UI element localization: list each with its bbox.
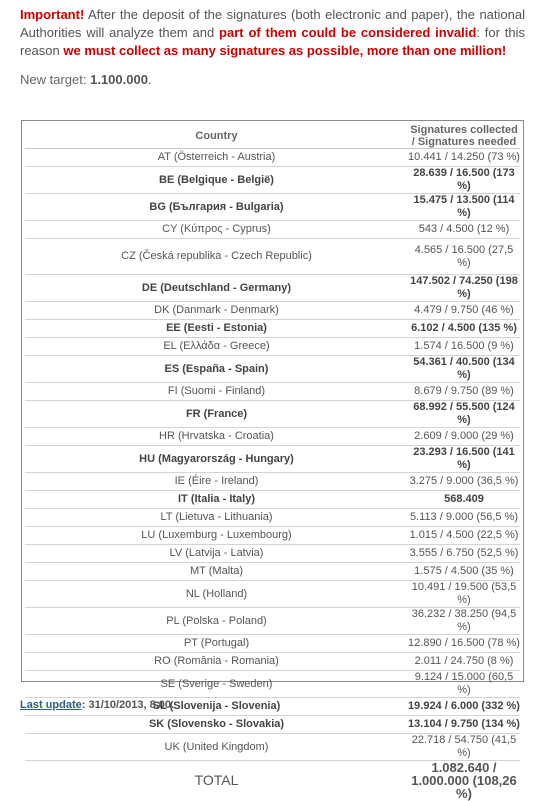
country-cell: CZ (Česká republika - Czech Republic) [25, 239, 408, 275]
country-cell: BG (България - Bulgaria) [25, 194, 408, 221]
table-row [25, 527, 520, 545]
target-label: New target: [20, 72, 91, 87]
signatures-cell: 10.491 / 19.500 (53,5 %) [408, 581, 520, 608]
table-row [25, 635, 520, 653]
target-suffix: . [147, 72, 152, 87]
country-cell: MT (Malta) [25, 563, 408, 581]
country-cell: PL (Polska - Poland) [25, 608, 408, 635]
country-cell: PT (Portugal) [25, 635, 408, 653]
signatures-cell: 147.502 / 74.250 (198 %) [408, 275, 520, 302]
table-row [25, 563, 520, 581]
signatures-cell: 4.565 / 16.500 (27,5 %) [408, 239, 520, 275]
country-cell: DK (Danmark - Denmark) [25, 302, 408, 320]
country-cell: SL (Slovenija - Slovenia) [25, 698, 408, 716]
country-cell: UK (United Kingdom) [25, 734, 408, 761]
notice-paragraph [20, 6, 525, 60]
signatures-cell: 23.293 / 16.500 (141 %) [408, 446, 520, 473]
signatures-cell: 19.924 / 6.000 (332 %) [408, 698, 520, 716]
new-target [20, 72, 152, 87]
signatures-cell: 1.575 / 4.500 (35 %) [408, 563, 520, 581]
table-row [25, 446, 520, 473]
signatures-cell: 10.441 / 14.250 (73 %) [408, 149, 520, 167]
table-row [25, 221, 520, 239]
notice-highlight-invalid: part of them could be considered invalid [219, 25, 477, 40]
total-row [25, 761, 520, 801]
country-cell: LV (Latvija - Latvia) [25, 545, 408, 563]
signatures-cell: 36.232 / 38.250 (94,5 %) [408, 608, 520, 635]
signatures-cell: 13.104 / 9.750 (134 %) [408, 716, 520, 734]
table-row [25, 671, 520, 698]
signatures-cell: 6.102 / 4.500 (135 %) [408, 320, 520, 338]
signatures-cell: 2.609 / 9.000 (29 %) [408, 428, 520, 446]
country-cell: AT (Österreich - Austria) [25, 149, 408, 167]
signatures-cell: 3.275 / 9.000 (36,5 %) [408, 473, 520, 491]
country-cell: HR (Hrvatska - Croatia) [25, 428, 408, 446]
table-row [25, 734, 520, 761]
country-cell: FI (Suomi - Finland) [25, 383, 408, 401]
total-value: 1.082.640 / 1.000.000 (108,26 %) [411, 760, 517, 801]
signatures-cell: 54.361 / 40.500 (134 %) [408, 356, 520, 383]
country-cell: BE (Belgique - België) [25, 167, 408, 194]
table-row [25, 383, 520, 401]
country-cell: DE (Deutschland - Germany) [25, 275, 408, 302]
country-cell: EE (Eesti - Estonia) [25, 320, 408, 338]
signatures-cell: 1.574 / 16.500 (9 %) [408, 338, 520, 356]
country-cell: HU (Magyarország - Hungary) [25, 446, 408, 473]
total-label: TOTAL [194, 772, 239, 788]
country-cell: LT (Lietuva - Lithuania) [25, 509, 408, 527]
table-row [25, 239, 520, 275]
table-row [25, 545, 520, 563]
table-row [25, 608, 520, 635]
signatures-cell: 568.409 [408, 491, 520, 509]
table-row [25, 338, 520, 356]
column-header-signatures: Signatures collected / Signatures needed [408, 124, 520, 149]
country-cell: LU (Luxemburg - Luxembourg) [25, 527, 408, 545]
country-cell: FR (France) [25, 401, 408, 428]
table-row [25, 320, 520, 338]
country-cell: SE (Sverige - Sweden) [25, 671, 408, 698]
country-cell: CY (Κύπρος - Cyprus) [25, 221, 408, 239]
signatures-cell: 68.992 / 55.500 (124 %) [408, 401, 520, 428]
country-cell: IT (Italia - Italy) [25, 491, 408, 509]
signatures-cell: 22.718 / 54.750 (41,5 %) [408, 734, 520, 761]
notice-text-1: After the deposit of the signatures (both electronic and paper), the national Authorities will analyze them and [20, 7, 525, 40]
table-row [25, 473, 520, 491]
signatures-cell: 9.124 / 15.000 (60,5 %) [408, 671, 520, 698]
table-row [25, 581, 520, 608]
table-row [25, 509, 520, 527]
signatures-cell: 4.479 / 9.750 (46 %) [408, 302, 520, 320]
country-cell: EL (Ελλάδα - Greece) [25, 338, 408, 356]
signatures-cell: 2.011 / 24.750 (8 %) [408, 653, 520, 671]
country-cell: NL (Holland) [25, 581, 408, 608]
country-cell: ES (España - Spain) [25, 356, 408, 383]
country-cell: SK (Slovensko - Slovakia) [25, 716, 408, 734]
table-row [25, 167, 520, 194]
country-cell: RO (România - Romania) [25, 653, 408, 671]
signatures-cell: 5.113 / 9.000 (56,5 %) [408, 509, 520, 527]
signatures-cell: 15.475 / 13.500 (114 %) [408, 194, 520, 221]
table-row [25, 194, 520, 221]
table-row [25, 275, 520, 302]
table-row [25, 302, 520, 320]
table-header-row [25, 124, 520, 149]
target-value: 1.100.000 [90, 72, 148, 87]
notice-highlight-collect: we must collect as many signatures as possible, more than one million! [63, 43, 507, 58]
signatures-cell: 8.679 / 9.750 (89 %) [408, 383, 520, 401]
signatures-cell: 543 / 4.500 (12 %) [408, 221, 520, 239]
table-row [25, 653, 520, 671]
notice-text-2: : for this reason [20, 25, 525, 58]
column-header-country: Country [25, 124, 408, 149]
country-cell: IE (Éire - Ireland) [25, 473, 408, 491]
table-row [25, 428, 520, 446]
table-row [25, 491, 520, 509]
last-update-link[interactable]: Last update [20, 699, 82, 711]
table-row [25, 716, 520, 734]
last-update-date: : 31/10/2013, 8.00. [81, 699, 175, 711]
table-row [25, 149, 520, 167]
table-row [25, 356, 520, 383]
table-row [25, 401, 520, 428]
important-label: Important! [20, 7, 85, 22]
last-update [20, 699, 174, 711]
signatures-cell: 12.890 / 16.500 (78 %) [408, 635, 520, 653]
signatures-cell: 3.555 / 6.750 (52,5 %) [408, 545, 520, 563]
signatures-cell: 1.015 / 4.500 (22,5 %) [408, 527, 520, 545]
signatures-cell: 28.639 / 16.500 (173 %) [408, 167, 520, 194]
